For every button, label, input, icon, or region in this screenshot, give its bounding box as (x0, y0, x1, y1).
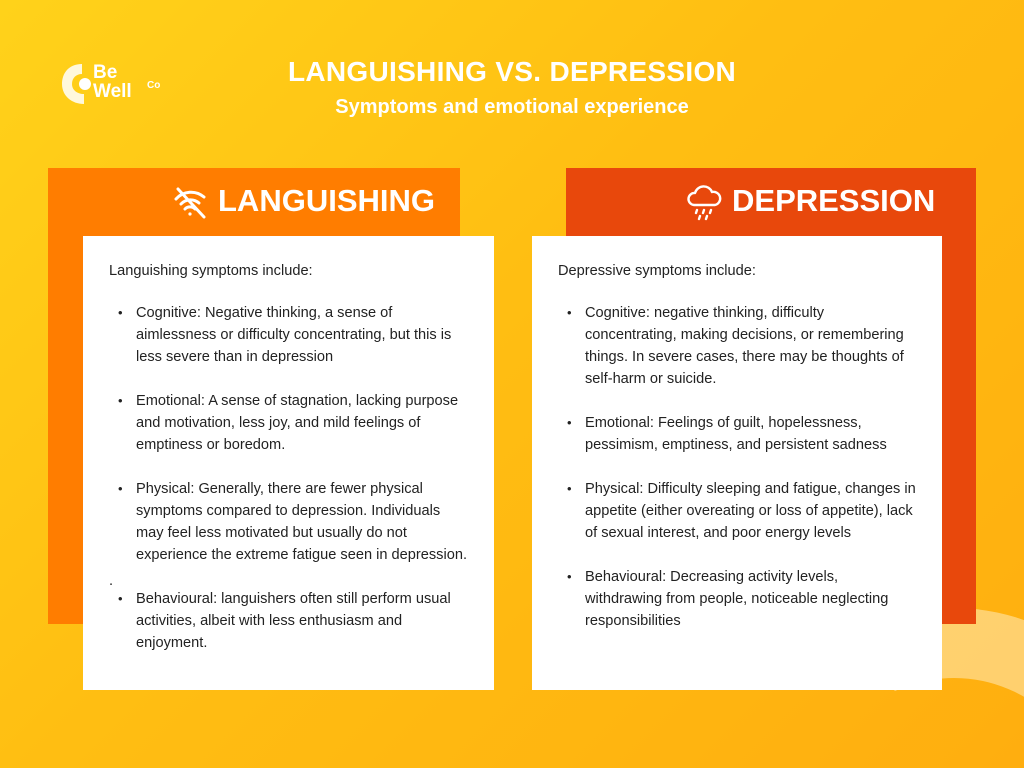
list-item: • Emotional: A sense of stagnation, lacking purpose and motivation, less joy, and mild feelings of emptiness or boredom. (109, 390, 470, 456)
page-subtitle: Symptoms and emotional experience (335, 96, 689, 118)
logo-text-co: Co (147, 80, 161, 91)
list-item: • Behavioural: languishers often still perform usual activities, albeit with less enthusiasm and enjoyment. (109, 588, 470, 654)
languishing-heading (170, 178, 435, 224)
depression-card (532, 236, 942, 690)
depression-heading-label: DEPRESSION (732, 183, 936, 218)
languishing-intro: Languishing symptoms include: (109, 263, 313, 279)
languishing-heading-label: LANGUISHING (218, 183, 435, 218)
languishing-list-continued (109, 588, 470, 654)
logo-text-well: Well (93, 81, 132, 102)
list-item: • Physical: Generally, there are fewer physical symptoms compared to depression. Individuals may feel less motivated but usually do not experience the extreme fatigue seen in depression. (109, 478, 470, 566)
languishing-card (83, 236, 494, 690)
languishing-list (109, 302, 470, 566)
separator-dot: . (109, 573, 114, 589)
depression-heading (684, 178, 935, 224)
page-title: LANGUISHING VS. DEPRESSION (287, 56, 737, 87)
list-item: • Emotional: Feelings of guilt, hopelessness, pessimism, emptiness, and persistent sadness (558, 412, 918, 456)
logo-text-be: Be (93, 62, 118, 83)
rain-cloud-icon (684, 181, 724, 221)
depression-intro: Depressive symptoms include: (558, 263, 756, 279)
list-item: • Behavioural: Decreasing activity levels, withdrawing from people, noticeable neglecting responsibilities (558, 566, 918, 632)
no-wifi-icon (170, 181, 210, 221)
depression-list (558, 302, 918, 632)
list-item: • Cognitive: Negative thinking, a sense of aimlessness or difficulty concentrating, but this is less severe than in depression (109, 302, 470, 368)
list-item: • Cognitive: negative thinking, difficulty concentrating, making decisions, or remembering things. In severe cases, there may be thoughts of self-harm or suicide. (558, 302, 918, 390)
list-item: • Physical: Difficulty sleeping and fatigue, changes in appetite (either overeating or loss of appetite), lack of sexual interest, and poor energy levels (558, 478, 918, 544)
